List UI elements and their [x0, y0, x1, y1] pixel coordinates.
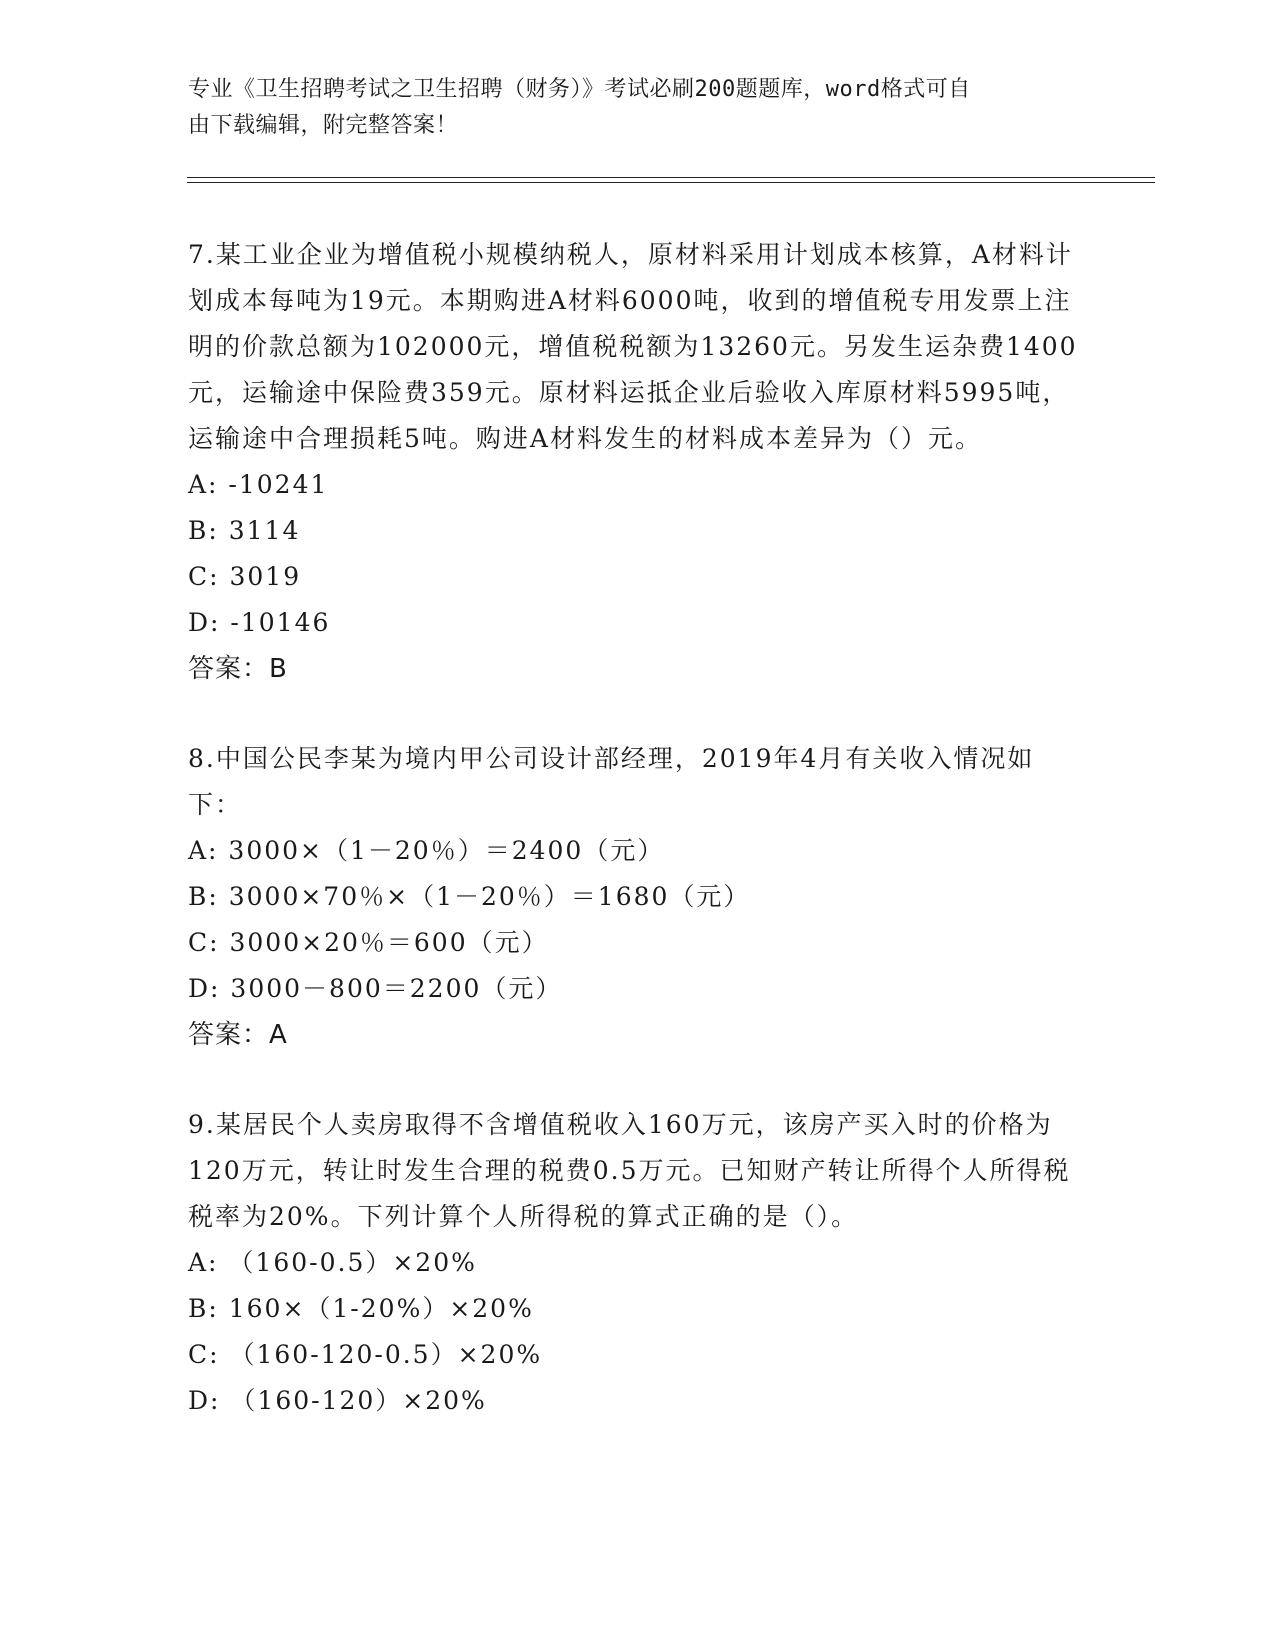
option-d: D: -10146	[188, 608, 331, 637]
option-c: C: 3019	[188, 562, 302, 591]
option-b: B: 160×（1-20%）×20%	[188, 1294, 534, 1323]
answer-line: 答案：B	[188, 654, 288, 684]
header-line-1: 专业《卫生招聘考试之卫生招聘（财务）》考试必刷200题题库，word格式可自	[188, 77, 971, 102]
option-a: A: （160-0.5）×20%	[188, 1248, 477, 1277]
question-spacer	[188, 1058, 1088, 1102]
option-a: A: -10241	[188, 470, 329, 499]
question-list	[188, 232, 1088, 1424]
question-7	[188, 232, 1088, 692]
option-b: B: 3114	[188, 516, 301, 545]
question-stem: 8.中国公民李某为境内甲公司设计部经理，2019年4月有关收入情况如下：	[188, 744, 1035, 819]
header-divider	[187, 177, 1155, 183]
question-8	[188, 736, 1088, 1058]
option-d: D: 3000－800＝2200（元）	[188, 974, 563, 1003]
question-stem: 9.某居民个人卖房取得不含增值税收入160万元，该房产买入时的价格为120万元，转让时发生合理的税费0.5万元。已知财产转让所得个人所得税税率为20%。下列计算个人所得税的算式正确的是（）。	[188, 1110, 1071, 1231]
header-line-2: 由下载编辑，附完整答案！	[188, 113, 459, 138]
option-a: A: 3000×（1－20％）＝2400（元）	[188, 836, 665, 865]
question-9	[188, 1102, 1088, 1424]
option-c: C: （160-120-0.5）×20%	[188, 1340, 543, 1369]
option-d: D: （160-120）×20%	[188, 1386, 487, 1415]
option-c: C: 3000×20％＝600（元）	[188, 928, 549, 957]
question-spacer	[188, 692, 1088, 736]
question-stem: 7.某工业企业为增值税小规模纳税人，原材料采用计划成本核算，A材料计划成本每吨为19元。本期购进A材料6000吨，收到的增值税专用发票上注明的价款总额为102000元，增值税税额为13260元。另发生运杂费1400元，运输途中保险费359元。原材料运抵企业后验收入库原材料5995吨，运输途中合理损耗5吨。购进A材料发生的材料成本差异为（）元。	[188, 240, 1078, 453]
header-note	[188, 72, 1088, 144]
answer-line: 答案：A	[188, 1020, 288, 1050]
option-b: B: 3000×70％×（1－20％）＝1680（元）	[188, 882, 751, 911]
